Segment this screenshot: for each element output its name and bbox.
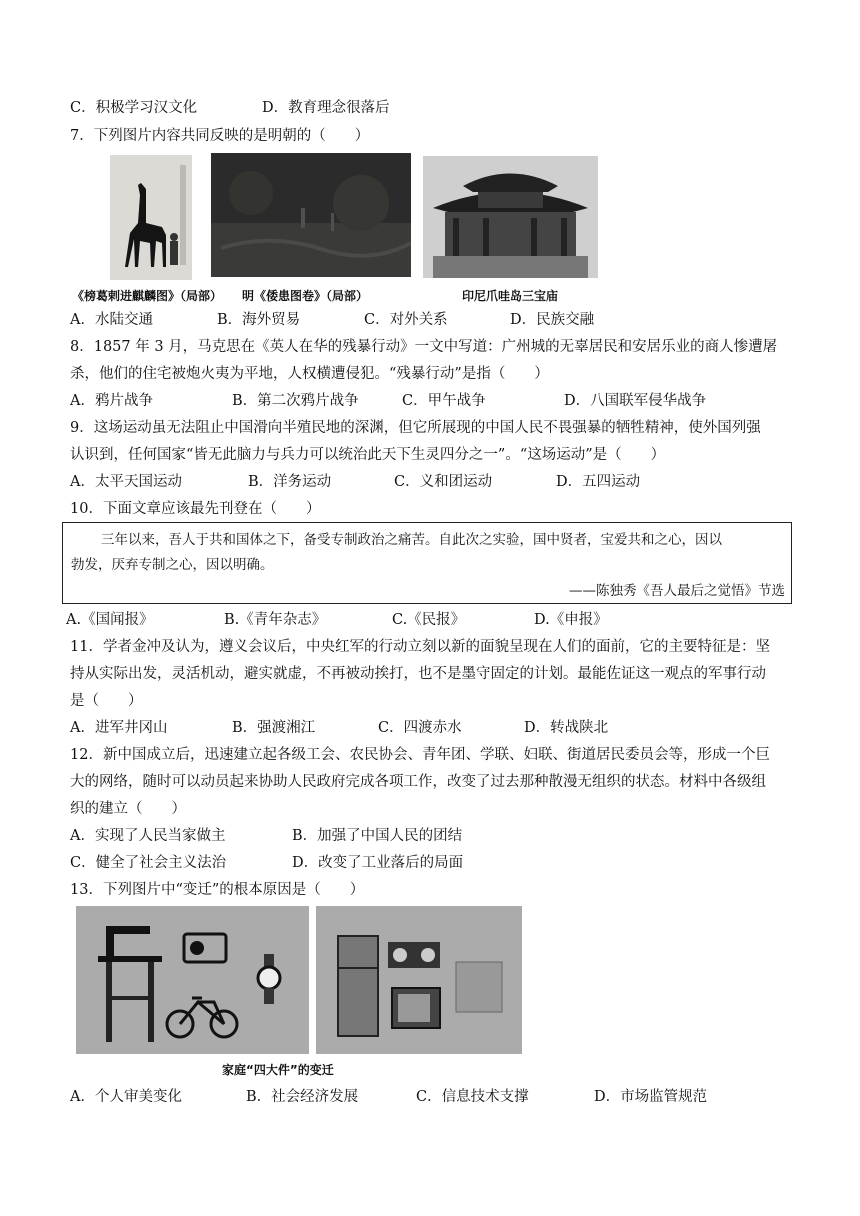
old-four-items-image <box>76 906 309 1054</box>
q12-stem-line2: 大的网络，随时可以动员起来协助人民政府完成各项工作，改变了过去那种散漫无组织的状态。材料中各级组 <box>70 774 766 790</box>
q7-option-d: D．民族交融 <box>510 312 595 328</box>
q7-caption-2: 明《倭患图卷》（局部） <box>242 289 369 303</box>
q10-option-c: C.《民报》 <box>392 612 466 628</box>
q8-stem-line2: 杀，他们的住宅被炮火夷为平地，人权横遭侵犯。“残暴行动”是指（ ） <box>70 366 549 382</box>
q9-option-c: C．义和团运动 <box>394 474 493 490</box>
giraffe-painting-image <box>110 155 192 280</box>
q13-option-a: A．个人审美变化 <box>70 1089 182 1105</box>
q12-stem-line3: 织的建立（ ） <box>70 801 186 817</box>
q11-option-a: A．进军井冈山 <box>70 720 168 736</box>
q7-caption-3: 印尼爪哇岛三宝庙 <box>462 289 559 303</box>
q9-option-b: B．洋务运动 <box>248 474 332 490</box>
q10-quote-line1: 三年以来，吾人于共和国体之下，备受专制政治之痛苦。自此次之实验，国中贤者，宝爱共和之心，因以 <box>101 532 722 548</box>
new-items-illustration <box>316 906 522 1054</box>
q11-option-c: C．四渡赤水 <box>378 720 462 736</box>
q8-option-b: B．第二次鸦片战争 <box>232 393 359 409</box>
q12-option-a: A．实现了人民当家做主 <box>70 828 226 844</box>
q12-stem-line1: 12．新中国成立后，迅速建立起各级工会、农民协会、青年团、学联、妇联、街道居民委员会等，形成一个巨 <box>70 747 770 763</box>
q7-option-a: A．水陆交通 <box>70 312 153 328</box>
q10-quote-line2: 勃发，厌弃专制之心，因以明确。 <box>71 557 274 573</box>
q7-caption-1: 《榜葛剌进麒麟图》（局部） <box>72 289 223 303</box>
q13-caption: 家庭“四大件”的变迁 <box>222 1063 334 1077</box>
q6-option-c: C．积极学习汉文化 <box>70 100 198 116</box>
q9-stem-line2: 认识到，任何国家“皆无此脑力与兵力可以统治此天下生灵四分之一”。“这场运动”是（ ） <box>70 447 666 463</box>
q13-option-b: B．社会经济发展 <box>246 1089 359 1105</box>
q10-quote-source: ——陈独秀《吾人最后之觉悟》节选 <box>569 583 785 599</box>
q11-option-d: D．转战陕北 <box>524 720 609 736</box>
sanbao-temple-image <box>423 156 598 278</box>
q9-stem-line1: 9．这场运动虽无法阻止中国滑向半殖民地的深渊，但它所展现的中国人民不畏强暴的牺牲精神，使外国列强 <box>70 420 761 436</box>
giraffe-illustration <box>110 155 192 280</box>
temple-illustration <box>423 156 598 278</box>
q10-quote-box <box>62 522 792 604</box>
q11-stem-line2: 持从实际出发，灵活机动，避实就虚，不再被动挨打，也不是墨守固定的计划。最能佐证这一观点的军事行动 <box>70 666 766 682</box>
q12-option-b: B．加强了中国人民的团结 <box>292 828 463 844</box>
q12-option-c: C．健全了社会主义法治 <box>70 855 227 871</box>
q13-option-d: D．市场监管规范 <box>594 1089 708 1105</box>
q8-stem-line1: 8．1857 年 3 月，马克思在《英人在华的残暴行动》一文中写道：广州城的无辜居民和安居乐业的商人惨遭屠 <box>70 339 778 355</box>
wokou-scroll-image <box>211 153 411 277</box>
q9-option-a: A．太平天国运动 <box>70 474 182 490</box>
q8-option-d: D．八国联军侵华战争 <box>564 393 707 409</box>
q13-stem: 13．下列图片中“变迁”的根本原因是（ ） <box>70 882 365 898</box>
q11-stem-line1: 11．学者金冲及认为，遵义会议后，中央红军的行动立刻以新的面貌呈现在人们的面前，它的主要特征是：坚 <box>70 639 770 655</box>
q6-option-d: D．教育理念很落后 <box>262 100 390 116</box>
q10-option-a: A.《国闻报》 <box>66 612 154 628</box>
q7-option-c: C．对外关系 <box>364 312 448 328</box>
q13-option-c: C．信息技术支撑 <box>416 1089 529 1105</box>
q8-option-c: C．甲午战争 <box>402 393 486 409</box>
q12-option-d: D．改变了工业落后的局面 <box>292 855 464 871</box>
old-items-illustration <box>76 906 309 1054</box>
q8-option-a: A．鸦片战争 <box>70 393 153 409</box>
new-four-items-image <box>316 906 522 1054</box>
q7-option-b: B．海外贸易 <box>217 312 301 328</box>
q10-stem: 10．下面文章应该最先刊登在（ ） <box>70 501 321 517</box>
q7-stem: 7．下列图片内容共同反映的是明朝的（ ） <box>70 128 370 144</box>
q10-option-b: B.《青年杂志》 <box>224 612 327 628</box>
q9-option-d: D．五四运动 <box>556 474 641 490</box>
q11-stem-line3: 是（ ） <box>70 693 143 709</box>
scroll-illustration <box>211 153 411 277</box>
q11-option-b: B．强渡湘江 <box>232 720 316 736</box>
q10-option-d: D.《申报》 <box>534 612 608 628</box>
